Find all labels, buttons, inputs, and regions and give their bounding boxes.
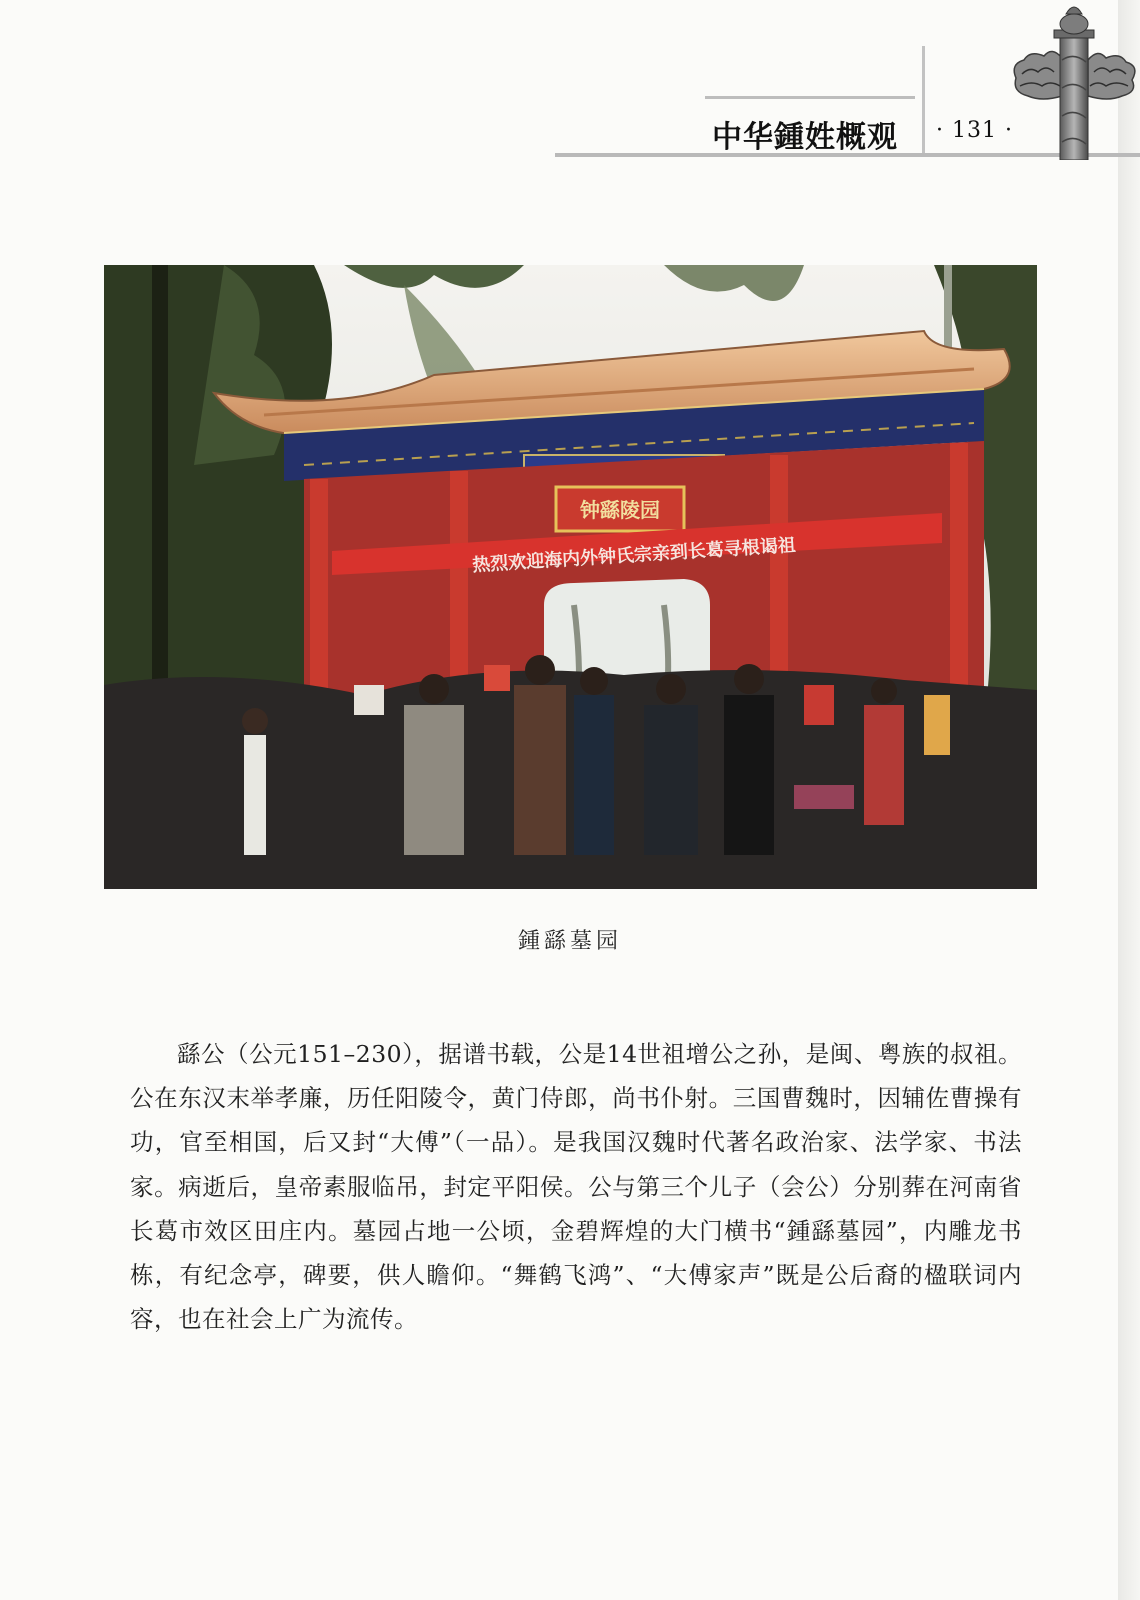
- page-edge: [1118, 0, 1140, 1600]
- gate-plaque-text: 钟繇陵园: [580, 498, 660, 522]
- header-rule-top: [705, 96, 915, 99]
- figure-caption: 鍾繇墓园: [517, 929, 622, 954]
- header-rule-vertical: [922, 46, 925, 156]
- crowd: [104, 655, 1037, 889]
- running-title: 中华鍾姓概观: [712, 120, 898, 155]
- page-number: · 131 ·: [936, 118, 1013, 143]
- page-header: [0, 0, 1140, 170]
- huabiao-pillar-ornament: [1008, 0, 1140, 160]
- banner-text: 热烈欢迎海内外钟氏宗亲到长葛寻根谒祖: [471, 534, 797, 577]
- body-paragraph: 繇公（公元151–230），据谱书载，公是14世祖增公之孙，是闽、粤族的叔祖。公在东汉末举孝廉，历任阳陵令，黄门侍郎，尚书仆射。三国曹魏时，因辅佐曹操有功，官至相国，后又封“大傅”（一品）。是我国汉魏时代著名政治家、法学家、书法家。病逝后，皇帝素服临吊，封定平阳侯。公与第三个儿子（会公）分别葬在河南省长葛市效区田庄内。墓园占地一公顷，金碧辉煌的大门横书“鍾繇墓园”，内雕龙书栋，有纪念亭，碑要，供人瞻仰。“舞鹤飞鸿”、“大傅家声”既是公后裔的楹联词内容，也在社会上广为流传。: [130, 1040, 1022, 1334]
- photo-illustration: [104, 265, 1037, 889]
- photo-tomb-garden-gate: [104, 265, 1037, 889]
